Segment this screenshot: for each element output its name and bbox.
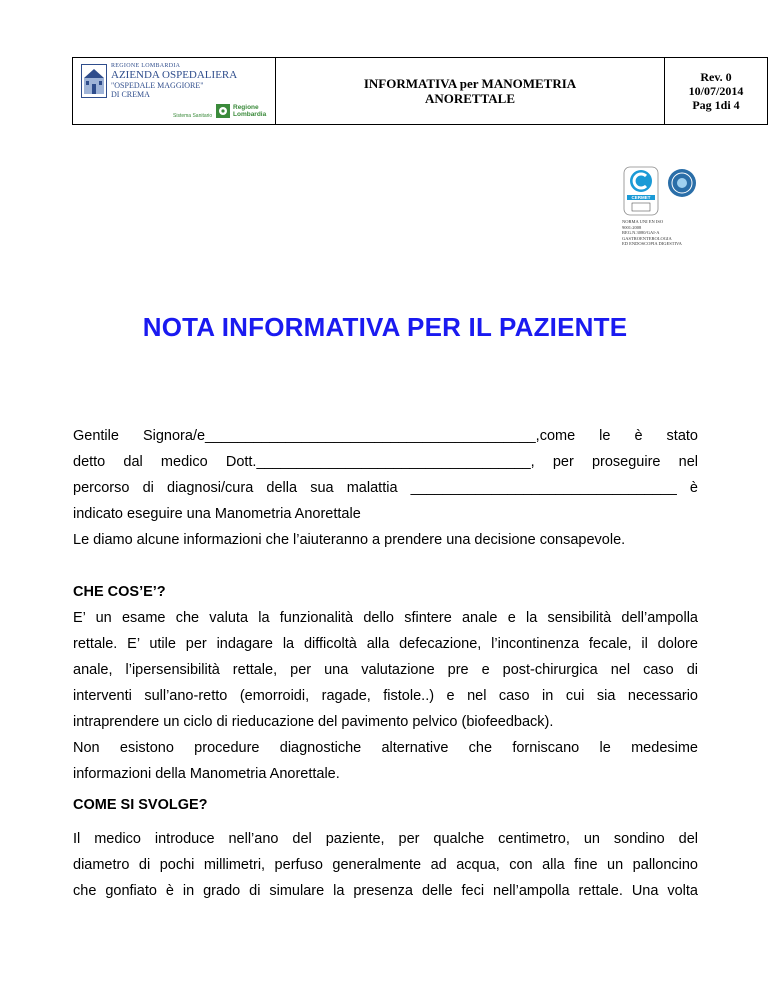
section-what-is-it: [73, 579, 698, 787]
intro-line: detto dal medico Dott.__________________________________, per proseguire nel: [73, 454, 698, 470]
document-header-table: [72, 57, 768, 125]
section-line: che gonfiato è in grado di simulare la presenza delle feci nell’ampolla rettale. Una volta: [73, 883, 698, 899]
regione-lombardia-label: [233, 104, 266, 118]
document-title-cell: [276, 58, 665, 124]
section-line: Non esistono procedure diagnostiche alternative che forniscano le medesime: [73, 740, 698, 756]
intro-paragraph: [73, 423, 698, 553]
intro-line: percorso di diagnosi/cura della sua malattia _________________________________ è: [73, 480, 698, 496]
cermet-logo-icon: [624, 167, 658, 215]
section-line: interventi sull’ano-retto (emorroidi, ragade, fistole..) e nel caso in cui sia necessario: [73, 688, 698, 704]
revision-number: Rev. 0: [700, 70, 732, 84]
logo-azienda: AZIENDA OSPEDALIERA: [111, 69, 238, 81]
cermet-label: CERMET: [631, 195, 651, 201]
revision-date: 10/07/2014: [688, 84, 744, 98]
section-line: informazioni della Manometria Anorettale.: [73, 766, 340, 782]
regione-line-2: Lombardia: [233, 111, 267, 118]
section-heading: CHE COS’E’?: [73, 584, 166, 600]
regione-lombardia-rose-icon: [216, 104, 230, 118]
intro-line: Le diamo alcune informazioni che l’aiuteranno a prendere una decisione consapevole.: [73, 532, 626, 548]
section-how-it-works: [73, 792, 698, 904]
hospital-name: [111, 63, 237, 99]
section-line: anale, l’ipersensibilità rettale, per una valutazione pre e post-chirurgica nel caso di: [73, 662, 698, 678]
section-line: diametro di pochi millimetri, perfuso generalmente ad acqua, con alla fine un palloncino: [73, 857, 698, 873]
revision-cell: [665, 58, 767, 124]
sistema-sanitario-label: Sistema Sanitario: [173, 113, 213, 119]
section-line: E’ un esame che valuta la funzionalità dello sfintere anale e la sensibilità dell’ampolla: [73, 610, 698, 626]
certification-text: [622, 219, 712, 247]
section-line: rettale. E’ utile per indagare la difficoltà alla defecazione, l’incontinenza fecale, il dolore: [73, 636, 698, 652]
regione-line-1: Regione: [233, 104, 259, 111]
certification-block: [622, 165, 712, 247]
logo-city: DI CREMA: [111, 90, 150, 99]
accredia-seal-icon: [668, 169, 696, 197]
cert-line: NORMA UNI EN ISO: [622, 219, 664, 224]
intro-line: Gentile Signora/e_________________________________________,come le è stato: [73, 428, 698, 444]
section-line: Il medico introduce nell’ano del paziente, per qualche centimetro, un sondino del: [73, 831, 698, 847]
intro-line: indicato eseguire una Manometria Anorettale: [73, 506, 361, 522]
document-title-line-1: INFORMATIVA per MANOMETRIA: [363, 76, 577, 91]
hospital-logo-cell: [73, 58, 276, 124]
certification-logos: [622, 165, 702, 217]
document-title-line-2: ANORETTALE: [424, 91, 516, 106]
section-line: intraprendere un ciclo di rieducazione del pavimento pelvico (biofeedback).: [73, 714, 554, 730]
cert-line: REG.N.3080/GAI-A: [622, 230, 660, 235]
page-title: NOTA INFORMATIVA PER IL PAZIENTE: [142, 312, 628, 342]
cert-line: 9001:2008: [622, 224, 642, 230]
page-number: Pag 1di 4: [692, 98, 740, 112]
logo-ospedale: "OSPEDALE MAGGIORE": [111, 81, 204, 90]
cert-line: GASTROENTEROLOGIA: [622, 235, 672, 241]
cert-line: ED ENDOSCOPIA DIGESTIVA: [622, 241, 682, 246]
section-heading: COME SI SVOLGE?: [73, 797, 208, 813]
hospital-building-icon: [81, 64, 107, 98]
logo-region-small: REGIONE LOMBARDIA: [111, 63, 181, 69]
